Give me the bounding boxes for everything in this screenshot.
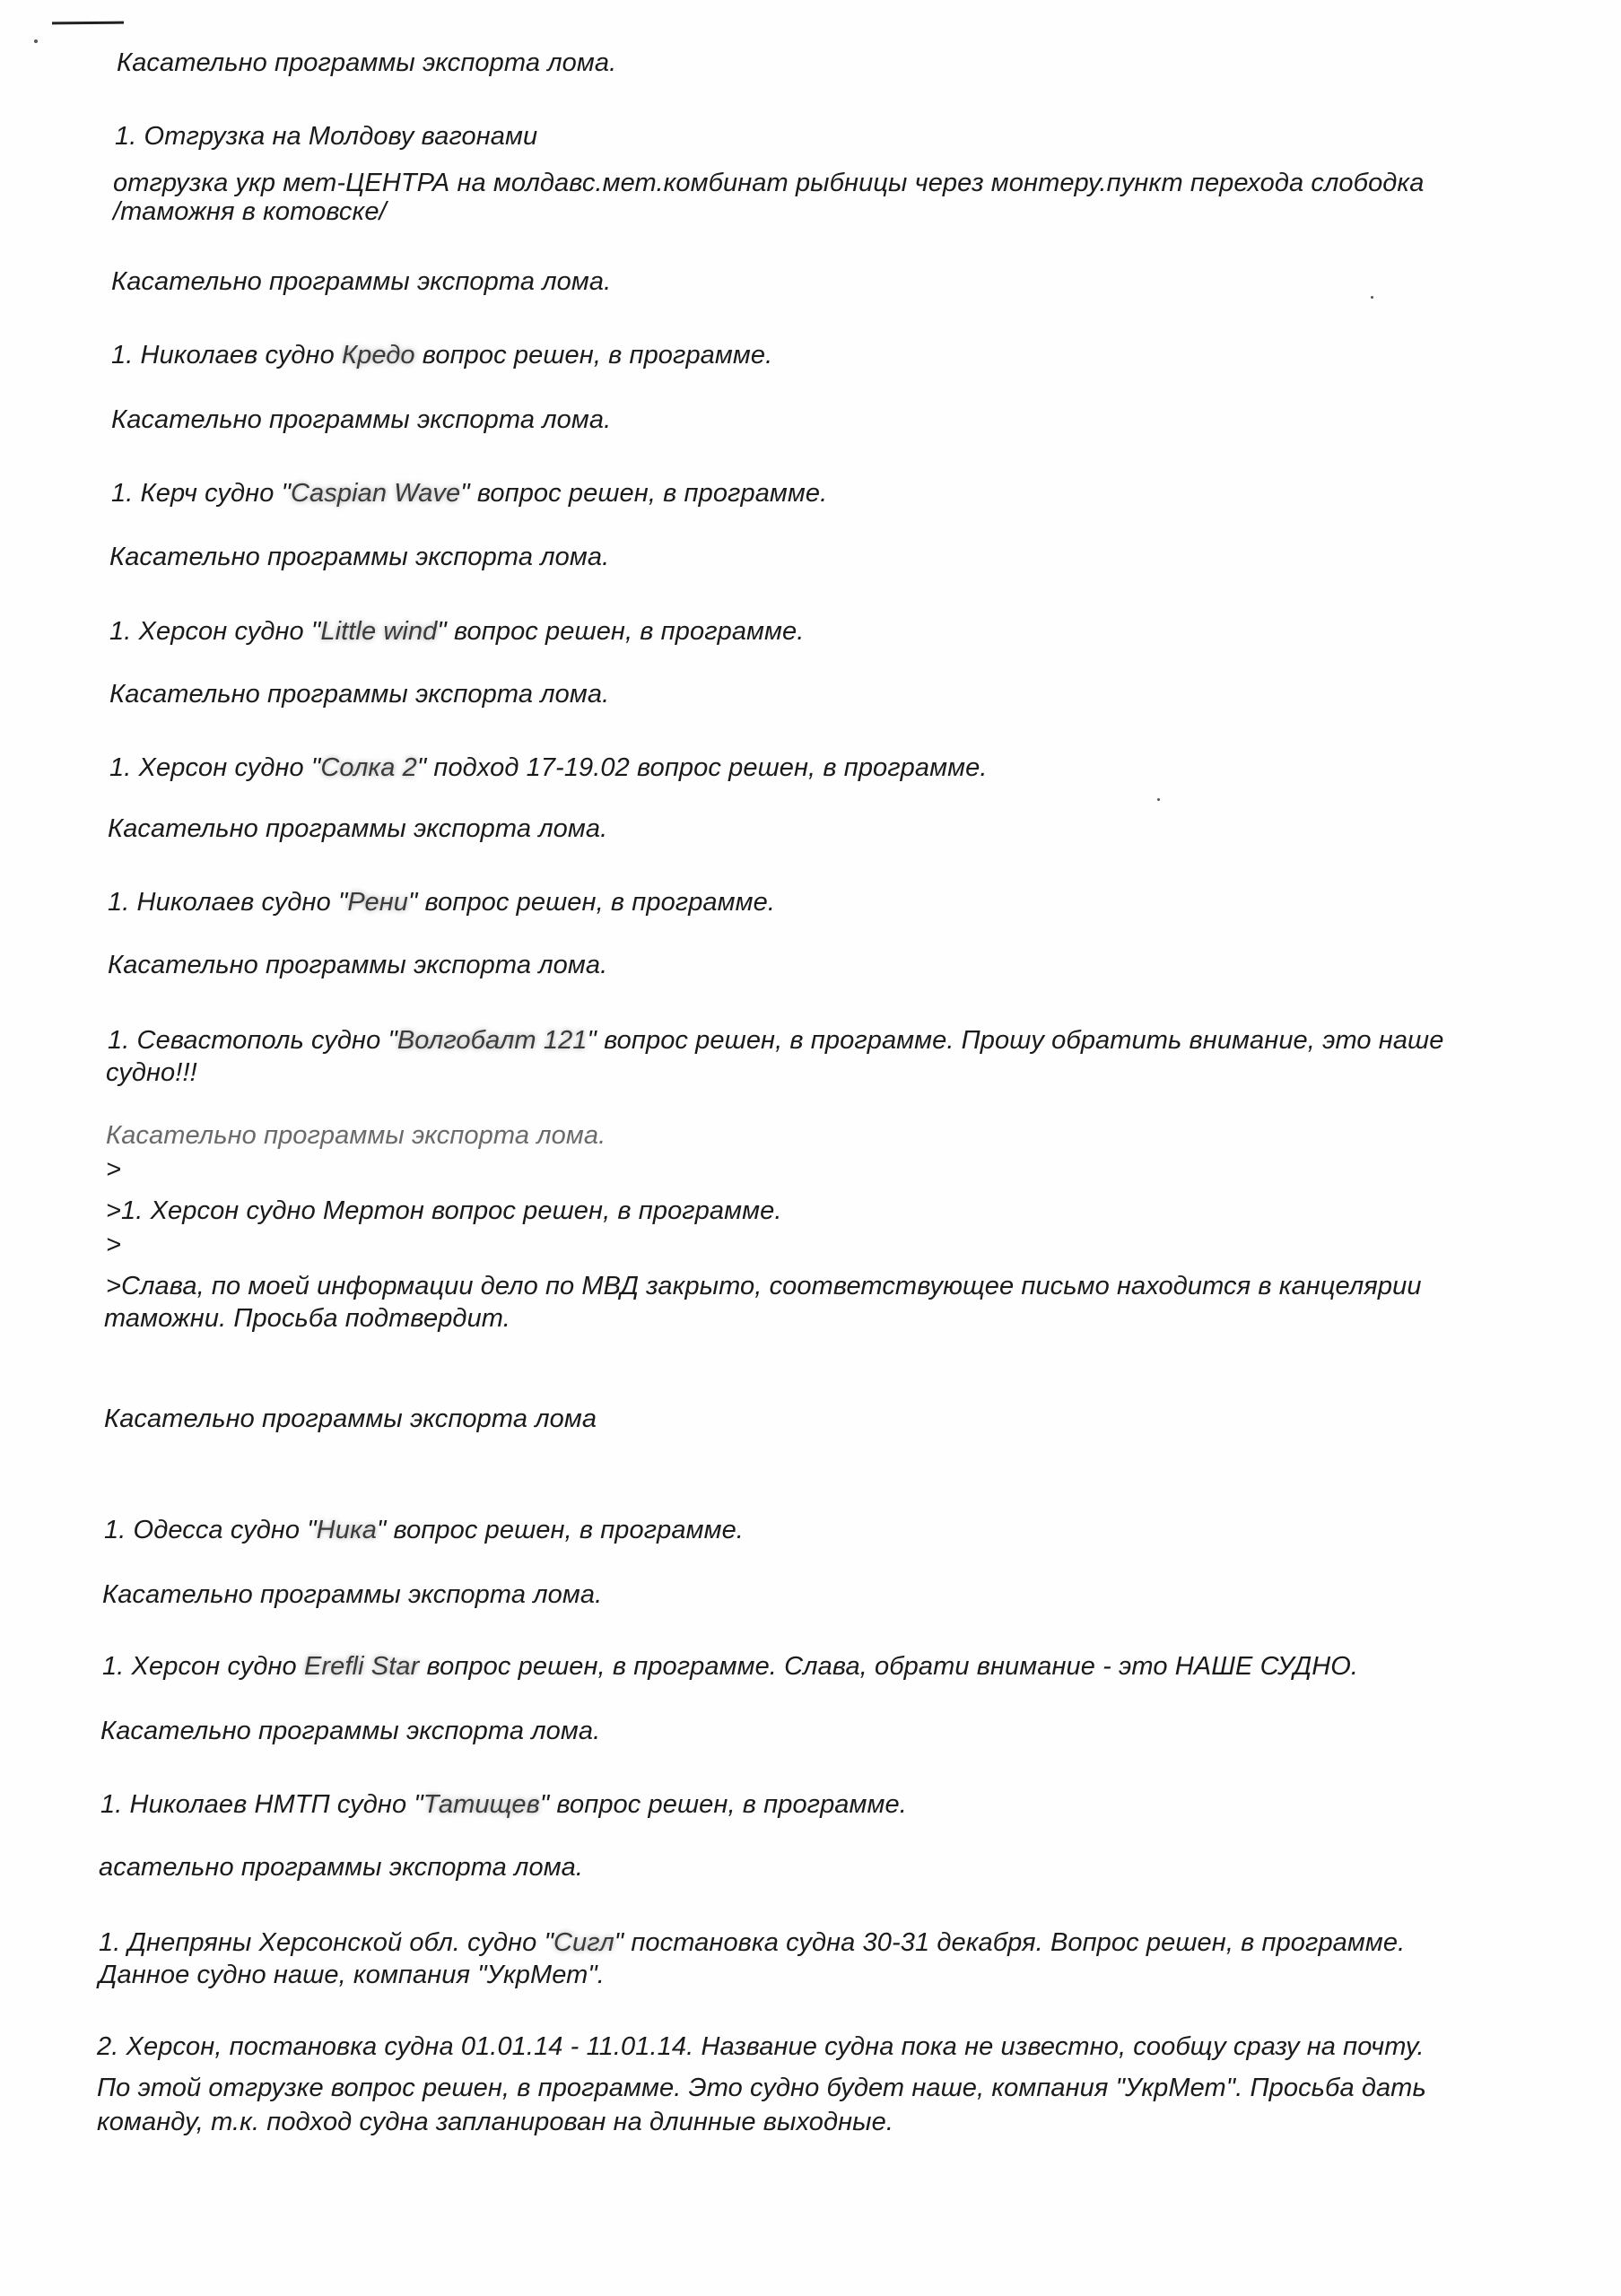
section-header: Касательно программы экспорта лома. <box>109 543 610 571</box>
ship-name: Татищев <box>423 1790 540 1819</box>
item-line-continuation: судно!!! <box>106 1058 197 1087</box>
ship-name: Рени <box>347 888 408 917</box>
quoted-line: >Слава, по моей информации дело по МВД закрыто, соответствующее письмо находится в канцелярии <box>106 1272 1422 1300</box>
item-prefix: 1. Николаев НМТП судно " <box>100 1790 423 1819</box>
quote-marker: > <box>106 1155 122 1184</box>
item-line <box>102 1650 1358 1683</box>
item-line <box>111 339 772 371</box>
section-header: Касательно программы экспорта лома. <box>117 48 617 77</box>
item-prefix: 1. Николаев судно " <box>108 888 348 917</box>
item-prefix: 1. Днепряны Херсонской обл. судно " <box>99 1928 553 1957</box>
ship-name: Erefli Star <box>303 1652 420 1681</box>
item-line <box>99 1926 1405 1959</box>
item-prefix: 1. Николаев судно <box>111 341 342 370</box>
scan-speck <box>1157 798 1160 801</box>
item-suffix: " вопрос решен, в программе. <box>460 479 828 508</box>
item-suffix: " вопрос решен, в программе. <box>539 1790 907 1819</box>
item-suffix: " подход 17-19.02 вопрос решен, в программе. <box>416 753 988 782</box>
quoted-line: >1. Херсон судно Мертон вопрос решен, в программе. <box>106 1196 782 1225</box>
item-suffix: вопрос решен, в программе. <box>414 341 773 370</box>
item-line-continuation: команду, т.к. подход судна запланирован на длинные выходные. <box>97 2108 893 2136</box>
item-line <box>111 477 827 509</box>
item-suffix: " вопрос решен, в программе. <box>408 888 775 917</box>
item-line: отгрузка укр мет-ЦЕНТРА на молдавс.мет.комбинат рыбницы через монтеру.пункт перехода слободка <box>113 169 1425 197</box>
item-suffix: " постановка судна 30-31 декабря. Вопрос решен, в программе. <box>614 1928 1406 1957</box>
item-prefix: 1. Одесса судно " <box>104 1516 317 1544</box>
ship-name: Caspian Wave <box>291 479 461 508</box>
section-header: Касательно программы экспорта лома. <box>108 951 608 979</box>
scan-speck <box>1371 296 1373 299</box>
ship-name: Little wind <box>320 617 438 646</box>
item-line: 1. Отгрузка на Молдову вагонами <box>115 122 538 151</box>
item-prefix: 1. Херсон судно " <box>109 617 321 646</box>
item-prefix: 1. Севастополь судно " <box>108 1026 397 1055</box>
item-prefix: 1. Керч судно " <box>111 479 291 508</box>
quote-marker: > <box>106 1231 122 1259</box>
item-line <box>104 1514 744 1546</box>
item-line-continuation: Данное судно наше, компания "УкрМет". <box>99 1961 605 1989</box>
section-header: Касательно программы экспорта лома. <box>111 405 612 434</box>
section-header: Касательно программы экспорта лома. <box>106 1121 606 1150</box>
item-line <box>108 886 775 918</box>
scan-pen-mark <box>52 22 124 25</box>
item-suffix: вопрос решен, в программе. Слава, обрати внимание - это НАШЕ СУДНО. <box>419 1652 1359 1681</box>
ship-name: Солка 2 <box>320 753 417 782</box>
ship-name: Кредо <box>341 341 415 370</box>
item-line <box>109 752 988 784</box>
item-suffix: " вопрос решен, в программе. <box>376 1516 744 1544</box>
item-line <box>108 1024 1443 1057</box>
item-suffix: " вопрос решен, в программе. <box>437 617 805 646</box>
item-line-continuation: По этой отгрузке вопрос решен, в программе. Это судно будет наше, компания "УкрМет". Просьба дать <box>97 2074 1426 2102</box>
section-header: асательно программы экспорта лома. <box>99 1853 584 1882</box>
scan-speck <box>34 39 38 43</box>
quoted-line: таможни. Просьба подтвердит. <box>104 1304 510 1333</box>
item-line <box>100 1788 907 1821</box>
item-line <box>109 615 804 648</box>
section-header: Касательно программы экспорта лома. <box>100 1717 601 1745</box>
item-prefix: 1. Херсон судно " <box>109 753 321 782</box>
ship-name: Ника <box>316 1516 377 1544</box>
section-header: Касательно программы экспорта лома. <box>109 680 610 709</box>
section-header: Касательно программы экспорта лома <box>104 1405 597 1433</box>
item-line: /таможня в котовске/ <box>113 197 387 226</box>
item-suffix: " вопрос решен, в программе. Прошу обратить внимание, это наше <box>587 1026 1444 1055</box>
section-header: Касательно программы экспорта лома. <box>111 267 612 296</box>
item-prefix: 1. Херсон судно <box>102 1652 304 1681</box>
section-header: Касательно программы экспорта лома. <box>102 1580 603 1609</box>
item-line: 2. Херсон, постановка судна 01.01.14 - 11.01.14. Название судна пока не известно, сообщу сразу на почту. <box>97 2032 1425 2061</box>
ship-name: Сигл <box>553 1928 614 1957</box>
ship-name: Волгобалт 121 <box>397 1026 588 1055</box>
section-header: Касательно программы экспорта лома. <box>108 814 608 843</box>
